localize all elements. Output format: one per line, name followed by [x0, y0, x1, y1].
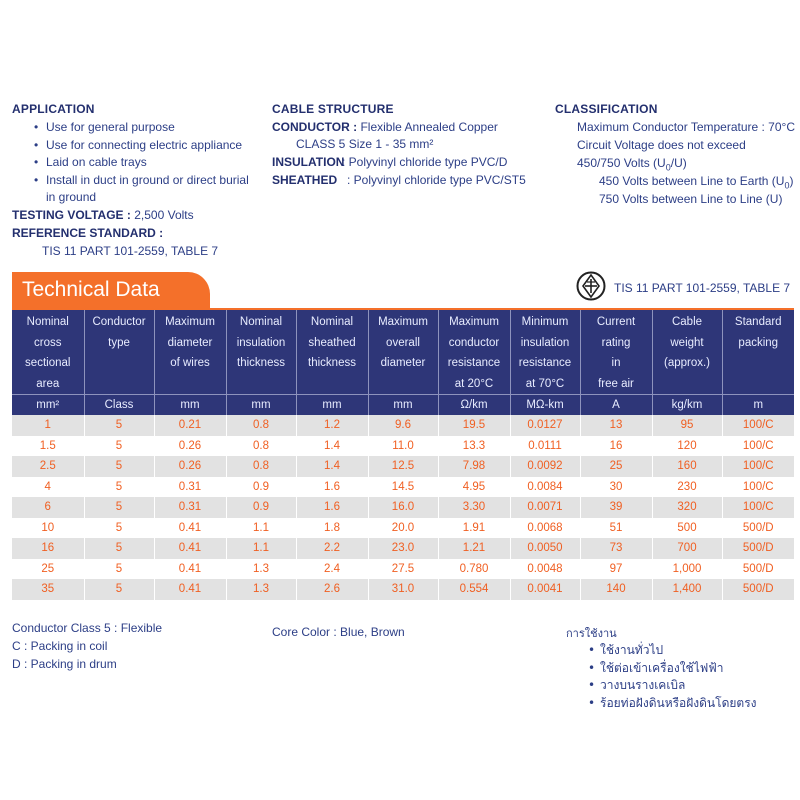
insulation-label: INSULATION: [272, 155, 345, 169]
table-cell: 0.0127: [510, 415, 580, 436]
table-cell: 1.4: [296, 456, 368, 477]
table-cell: 4: [12, 477, 84, 498]
conductor-line: [272, 119, 498, 137]
column-header: [154, 310, 226, 395]
column-header-line: overall: [386, 336, 420, 349]
table-cell: 5: [84, 518, 154, 539]
column-header-line: diameter: [167, 336, 213, 349]
tis-certification-icon: [576, 271, 606, 301]
column-header-line: diameter: [380, 357, 426, 369]
table-cell: 100/C: [722, 456, 794, 477]
table-cell: 5: [84, 415, 154, 436]
insulation-value: : Polyvinyl chloride type PVC/D: [342, 155, 508, 169]
drum-note: D : Packing in drum: [12, 657, 117, 671]
table-row: [12, 579, 794, 600]
list-item: • Use for connecting electric appliance: [34, 137, 249, 155]
list-item: • Use for general purpose: [34, 119, 249, 137]
unit-cell: A: [580, 395, 652, 416]
table-row: [12, 436, 794, 457]
column-header-line: rating: [601, 336, 631, 349]
column-header-line: Conductor: [92, 316, 146, 328]
table-row: [12, 538, 794, 559]
reference-standard-label: [12, 225, 163, 243]
table-cell: 1,400: [652, 579, 722, 600]
table-cell: 1.4: [296, 436, 368, 457]
table-cell: 31.0: [368, 579, 438, 600]
table-cell: 100/C: [722, 477, 794, 498]
line-to-earth-text: 450 Volts between Line to Earth (U: [599, 174, 785, 188]
unit-cell: MΩ-km: [510, 395, 580, 416]
table-cell: 10: [12, 518, 84, 539]
table-cell: 0.31: [154, 477, 226, 498]
table-cell: 160: [652, 456, 722, 477]
table-cell: 1.1: [226, 538, 296, 559]
column-header-line: thickness: [308, 357, 356, 369]
column-header: [580, 310, 652, 395]
column-header-line: sheathed: [308, 336, 356, 349]
unit-cell: m: [722, 395, 794, 416]
table-cell: 5: [84, 559, 154, 580]
table-cell: 1.1: [226, 518, 296, 539]
unit-cell: mm²: [12, 395, 84, 416]
table-cell: 35: [12, 579, 84, 600]
column-header: [438, 310, 510, 395]
table-cell: 3.30: [438, 497, 510, 518]
table-row: [12, 415, 794, 436]
table-cell: 1.2: [296, 415, 368, 436]
table-cell: 0.0050: [510, 538, 580, 559]
column-header-line: Standard: [734, 316, 782, 328]
table-cell: 0.41: [154, 559, 226, 580]
circuit-voltage: Circuit Voltage does not exceed: [577, 138, 746, 152]
reference-standard-value: TIS 11 PART 101-2559, TABLE 7: [42, 244, 219, 258]
table-cell: 2.4: [296, 559, 368, 580]
table-cell: 0.26: [154, 436, 226, 457]
table-cell: 120: [652, 436, 722, 457]
testing-voltage-value: 2,500 Volts: [134, 208, 194, 222]
table-cell: 20.0: [368, 518, 438, 539]
table-cell: 0.554: [438, 579, 510, 600]
table-cell: 320: [652, 497, 722, 518]
table-cell: 14.5: [368, 477, 438, 498]
sheathed-label: SHEATHED: [272, 173, 338, 187]
application-list: [34, 119, 249, 189]
column-header-line: at 70°C: [525, 377, 565, 390]
unit-cell: mm: [368, 395, 438, 416]
cable-structure-heading: CABLE STRUCTURE: [272, 102, 394, 116]
table-cell: 1.3: [226, 579, 296, 600]
column-header-line: sectional: [25, 357, 71, 369]
table-units-row: [12, 395, 794, 416]
testing-voltage: [12, 207, 194, 225]
table-cell: 0.8: [226, 415, 296, 436]
technical-data-title: Technical Data: [22, 278, 160, 301]
column-header-line: resistance: [518, 357, 572, 369]
rated-voltage-subscript: 0: [665, 162, 671, 173]
table-cell: 19.5: [438, 415, 510, 436]
table-cell: 1,000: [652, 559, 722, 580]
table-cell: 95: [652, 415, 722, 436]
table-cell: 0.0048: [510, 559, 580, 580]
testing-voltage-label: TESTING VOLTAGE :: [12, 208, 131, 222]
column-header-line: Nominal: [26, 316, 69, 328]
table-cell: 16: [580, 436, 652, 457]
column-header-line: Nominal: [239, 316, 283, 328]
column-header-line: (approx.): [663, 357, 711, 369]
table-cell: 23.0: [368, 538, 438, 559]
classification-heading: CLASSIFICATION: [555, 102, 658, 116]
table-cell: 500: [652, 518, 722, 539]
table-cell: 25: [580, 456, 652, 477]
list-item: • วางบนรางเคเบิล: [588, 677, 757, 695]
table-cell: 0.0071: [510, 497, 580, 518]
technical-data-banner: [12, 272, 210, 310]
table-cell: 0.780: [438, 559, 510, 580]
class-note: Conductor Class 5 : Flexible: [12, 621, 163, 635]
column-header: [510, 310, 580, 395]
unit-cell: Ω/km: [438, 395, 510, 416]
table-cell: 5: [84, 436, 154, 457]
table-cell: 0.8: [226, 456, 296, 477]
unit-cell: mm: [226, 395, 296, 416]
table-cell: 1.91: [438, 518, 510, 539]
sheathed-value: : Polyvinyl chloride type PVC/ST5: [347, 173, 526, 187]
table-cell: 13.3: [438, 436, 510, 457]
table-cell: 100/C: [722, 497, 794, 518]
table-cell: 1.8: [296, 518, 368, 539]
sheathed-line: [272, 172, 526, 190]
table-cell: 0.0084: [510, 477, 580, 498]
table-cell: 230: [652, 477, 722, 498]
column-header-line: Minimum: [521, 316, 569, 328]
column-header-line: resistance: [447, 357, 501, 369]
column-header-line: thickness: [237, 357, 285, 369]
column-header: [296, 310, 368, 395]
list-item: • Install in duct in ground or direct burial: [34, 172, 249, 190]
table-cell: 500/D: [722, 579, 794, 600]
column-header-line: cross: [34, 336, 62, 349]
column-header-line: Maximum: [378, 316, 428, 328]
table-cell: 97: [580, 559, 652, 580]
column-header: [368, 310, 438, 395]
column-header: [722, 310, 794, 395]
table-cell: 0.31: [154, 497, 226, 518]
column-header-line: Maximum: [165, 316, 215, 328]
table-cell: 0.26: [154, 456, 226, 477]
column-header-line: of wires: [170, 357, 210, 369]
list-item: • ร้อยท่อฝังดินหรือฝังดินโดยตรง: [588, 695, 757, 713]
table-body: [12, 415, 794, 600]
table-cell: 1.6: [296, 497, 368, 518]
column-header-line: Maximum: [449, 316, 499, 328]
table-cell: 4.95: [438, 477, 510, 498]
table-cell: 2.2: [296, 538, 368, 559]
table-cell: 39: [580, 497, 652, 518]
table-cell: 100/C: [722, 415, 794, 436]
line-to-earth-end: ): [789, 174, 794, 188]
column-header-line: Cable: [671, 316, 703, 328]
list-item: • ใช้ต่อเข้าเครื่องใช้ไฟฟ้า: [588, 660, 757, 678]
column-header-line: insulation: [236, 336, 286, 349]
application-heading: APPLICATION: [12, 102, 95, 116]
reference-label-text: REFERENCE STANDARD :: [12, 226, 164, 240]
table-cell: 500/D: [722, 559, 794, 580]
tis-standard-text: TIS 11 PART 101-2559, TABLE 7: [614, 281, 791, 295]
rated-voltage-end: /U): [670, 156, 687, 170]
table-cell: 25: [12, 559, 84, 580]
column-header-line: Nominal: [310, 316, 354, 328]
table-cell: 0.9: [226, 477, 296, 498]
table-cell: 1.5: [12, 436, 84, 457]
conductor-label: CONDUCTOR :: [272, 120, 358, 134]
table-cell: 500/D: [722, 518, 794, 539]
table-cell: 140: [580, 579, 652, 600]
table-cell: 0.0041: [510, 579, 580, 600]
table-cell: 5: [84, 497, 154, 518]
table-cell: 0.21: [154, 415, 226, 436]
coil-note: C : Packing in coil: [12, 639, 108, 653]
rated-voltage-text: 450/750 Volts (U: [577, 156, 666, 170]
list-item: • Laid on cable trays: [34, 154, 249, 172]
table-cell: 700: [652, 538, 722, 559]
conductor-detail: CLASS 5 Size 1 - 35 mm²: [296, 137, 434, 151]
table-cell: 5: [84, 579, 154, 600]
table-cell: 5: [84, 477, 154, 498]
table-cell: 27.5: [368, 559, 438, 580]
table-cell: 6: [12, 497, 84, 518]
table-cell: 500/D: [722, 538, 794, 559]
column-header-line: type: [108, 336, 130, 349]
line-to-line: 750 Volts between Line to Line (U): [599, 192, 783, 206]
technical-data-table: [12, 310, 794, 600]
table-cell: 1.21: [438, 538, 510, 559]
table-row: [12, 497, 794, 518]
table-cell: 0.0092: [510, 456, 580, 477]
table-cell: 30: [580, 477, 652, 498]
column-header-line: insulation: [520, 336, 570, 349]
table-cell: 1.6: [296, 477, 368, 498]
column-header-line: packing: [738, 336, 779, 349]
table-cell: 9.6: [368, 415, 438, 436]
list-item: • ใช้งานทั่วไป: [588, 642, 757, 660]
table-row: [12, 456, 794, 477]
table-cell: 1: [12, 415, 84, 436]
application-item-continuation: in ground: [46, 190, 97, 204]
table-cell: 0.9: [226, 497, 296, 518]
insulation-line: [272, 154, 507, 172]
column-header: [84, 310, 154, 395]
table-cell: 0.0111: [510, 436, 580, 457]
table-cell: 0.8: [226, 436, 296, 457]
table-cell: 16.0: [368, 497, 438, 518]
table-cell: 2.6: [296, 579, 368, 600]
thai-usage-list: [588, 642, 757, 712]
table-cell: 0.41: [154, 579, 226, 600]
unit-cell: Class: [84, 395, 154, 416]
table-cell: 51: [580, 518, 652, 539]
column-header: [652, 310, 722, 395]
table-cell: 0.41: [154, 518, 226, 539]
table-cell: 16: [12, 538, 84, 559]
table-cell: 13: [580, 415, 652, 436]
line-to-earth-subscript: 0: [784, 180, 790, 191]
table-cell: 2.5: [12, 456, 84, 477]
table-cell: 1.3: [226, 559, 296, 580]
table-row: [12, 559, 794, 580]
conductor-value: Flexible Annealed Copper: [360, 120, 498, 134]
table-cell: 7.98: [438, 456, 510, 477]
column-header-line: free air: [598, 377, 634, 390]
core-color-note: Core Color : Blue, Brown: [272, 625, 405, 639]
table-cell: 100/C: [722, 436, 794, 457]
table-header-row: [12, 310, 794, 395]
column-header-line: area: [36, 377, 60, 390]
table-cell: 0.41: [154, 538, 226, 559]
table-cell: 5: [84, 456, 154, 477]
table-cell: 73: [580, 538, 652, 559]
table-row: [12, 477, 794, 498]
column-header-line: weight: [670, 336, 704, 349]
table-cell: 12.5: [368, 456, 438, 477]
unit-cell: mm: [296, 395, 368, 416]
table-row: [12, 518, 794, 539]
column-header-line: conductor: [448, 336, 500, 349]
table-cell: 0.0068: [510, 518, 580, 539]
column-header-line: Current: [596, 316, 636, 328]
table-cell: 11.0: [368, 436, 438, 457]
column-header-line: in: [611, 357, 621, 369]
unit-cell: mm: [154, 395, 226, 416]
max-temperature: Maximum Conductor Temperature : 70°C: [577, 120, 795, 134]
unit-cell: kg/km: [652, 395, 722, 416]
column-header: [226, 310, 296, 395]
table-cell: 5: [84, 538, 154, 559]
column-header-line: at 20°C: [454, 377, 494, 390]
thai-usage-heading: การใช้งาน: [566, 627, 617, 640]
column-header: [12, 310, 84, 395]
